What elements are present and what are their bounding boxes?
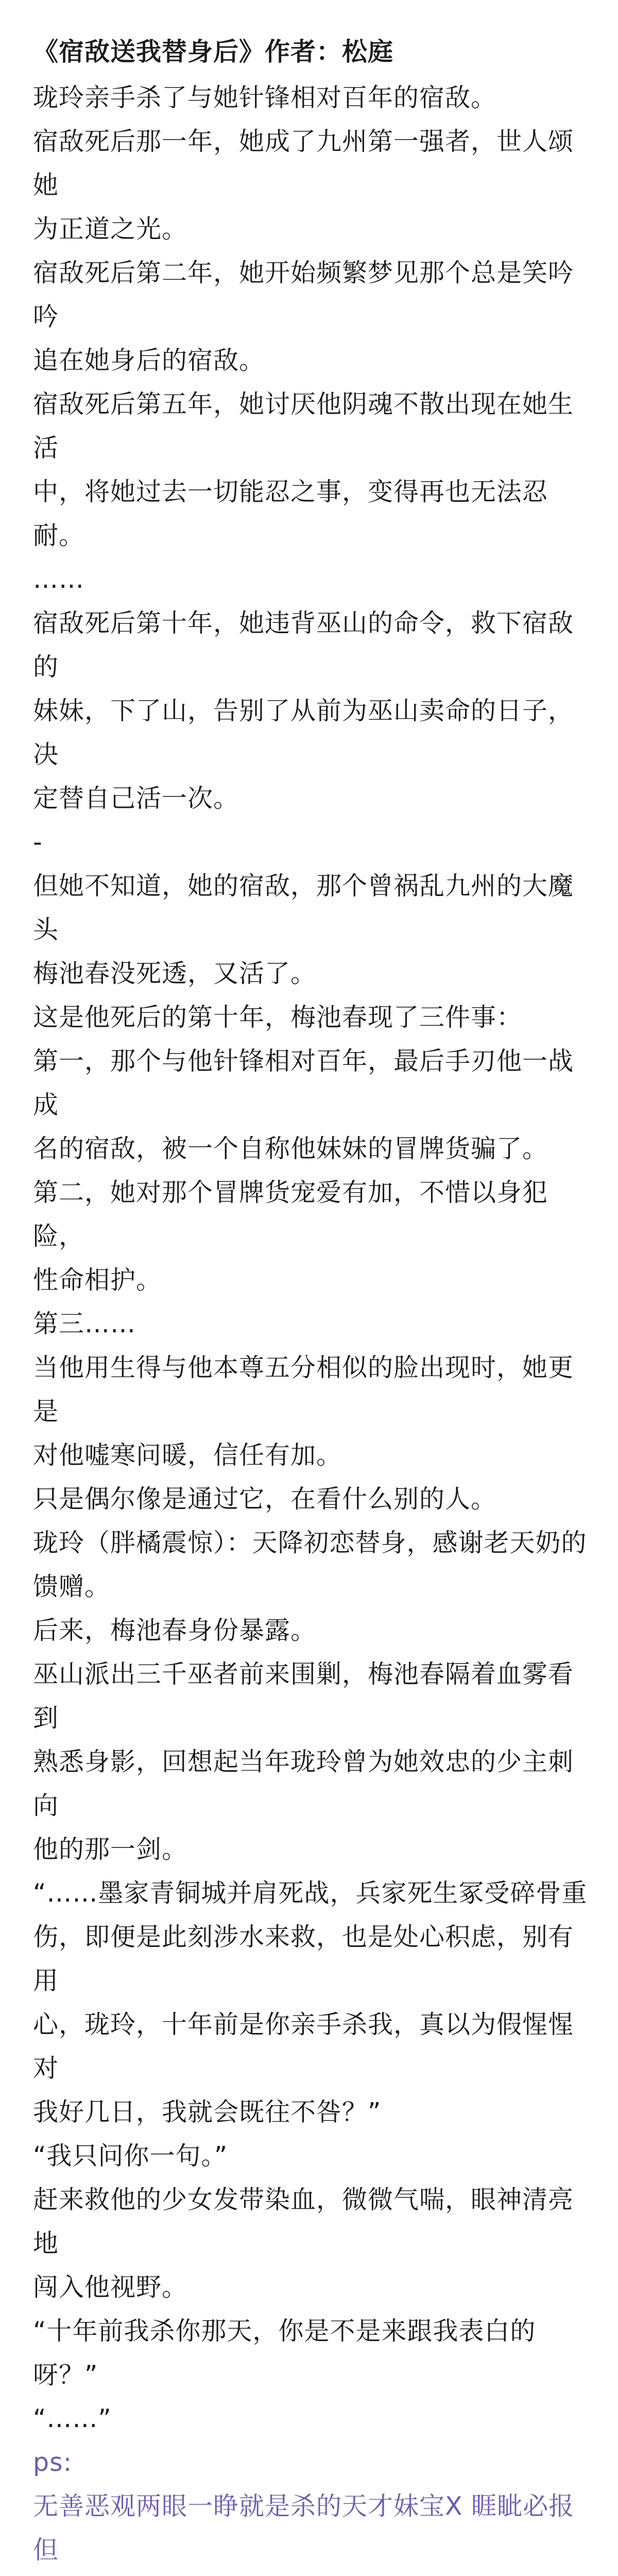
text-line: 妹妹，下了山，告别了从前为巫山卖命的日子，决 [33,696,574,769]
text-line: 伤，即便是此刻涉水来救，也是处心积虑，别有用 [33,1922,574,1995]
ps-lines [33,2484,593,2576]
text-line: “我只问你一句。” [33,2141,228,2171]
text-line: 对他嘘寒问暖，信任有加。 [33,1440,342,1470]
text-line: 第二，她对那个冒牌货宠爱有加，不惜以身犯险， [33,1178,548,1251]
text-line: 后来，梅池春身份暴露。 [33,1616,317,1645]
text-line: 馈赠。 [33,1572,111,1601]
text-line: 只是偶尔像是通过它，在看什么别的人。 [33,1484,497,1514]
text-line: 名的宿敌，被一个自称他妹妹的冒牌货骗了。 [33,1134,548,1163]
text-line: 第三…… [33,1309,136,1338]
text-line: 宿敌死后那一年，她成了九州第一强者，世人颂她 [33,127,574,200]
text-line: 性命相护。 [33,1265,162,1295]
text-line: 第一，那个与他针锋相对百年，最后手刃他一战成 [33,1046,574,1120]
text-line: 为正道之光。 [33,214,188,244]
text-line: 闯入他视野。 [33,2273,188,2302]
text-line: 珑玲亲手杀了与她针锋相对百年的宿敌。 [33,83,497,112]
text-line: “……墨家青铜城并肩死战，兵家死生冢受碎骨重 [33,1878,588,1908]
text-line: 我好几日，我就会既往不咎？” [33,2097,382,2127]
text-line: 赶来救他的少女发带染血，微微气喘，眼神清亮地 [33,2185,574,2258]
text-line: 熟悉身影，回想起当年珑玲曾为她效忠的少主刺向 [33,1747,574,1820]
text-line: 宿敌死后第十年，她违背巫山的命令，救下宿敌的 [33,608,574,682]
ps-line [33,2572,593,2576]
text-line: 追在她身后的宿敌。 [33,346,265,375]
text-line: 珑玲（胖橘震惊）：天降初恋替身，感谢老天奶的 [33,1528,587,1557]
text-line: 他的那一剑。 [33,1835,188,1864]
ps-section [33,2441,593,2576]
text-line: “十年前我杀你那天，你是不是来跟我表白的呀？” [33,2316,536,2389]
text-line: 这是他死后的第十年，梅池春现了三件事： [33,1003,523,1032]
text-line: 但她不知道，她的宿敌，那个曾祸乱九州的大魔头 [33,871,574,944]
text-line: 心，珑玲，十年前是你亲手杀我，真以为假惺惺对 [33,2010,574,2083]
text-line: 梅池春没死透，又活了。 [33,959,317,988]
ps-line: 无善恶观两眼一睁就是杀的天才妹宝X 睚眦必报但 [33,2492,575,2565]
book-title: 《宿敌送我替身后》作者：松庭 [33,37,394,66]
text-line: 宿敌死后第五年，她讨厌他阴魂不散出现在她生活 [33,389,574,463]
text-line: 定替自己活一次。 [33,784,239,813]
text-line: “……” [33,2404,112,2433]
text-line: …… [33,565,84,594]
text-line: 当他用生得与他本尊五分相似的脸出现时，她更是 [33,1353,574,1426]
synopsis-body [33,76,593,2441]
text-line: - [33,827,43,857]
text-line: 宿敌死后第二年，她开始频繁梦见那个总是笑吟吟 [33,258,574,331]
text-line: 中，将她过去一切能忍之事，变得再也无法忍耐。 [33,477,548,550]
ps-label: ps: [33,2448,73,2477]
text-line: 巫山派出三千巫者前来围剿，梅池春隔着血雾看到 [33,1659,574,1733]
